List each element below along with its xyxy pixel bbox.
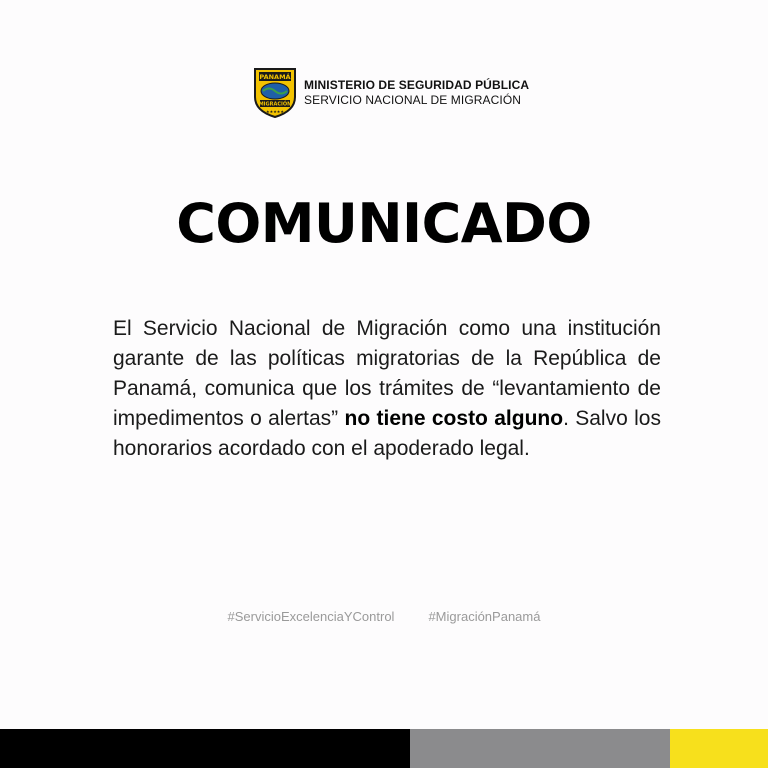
footer-bar-yellow xyxy=(670,729,768,768)
body-text-part1: El Servicio Nacional de Migración como una institución garante de las políticas migratorias de la República de Panamá, comunica que los trámites de “levantamiento de impedimentos o alertas” xyxy=(113,317,661,430)
body-emphasis: no tiene costo alguno xyxy=(344,407,564,430)
ministry-name: MINISTERIO DE SEGURIDAD PÚBLICA xyxy=(304,78,530,92)
hashtag-migration: #MigraciónPanamá xyxy=(428,609,541,624)
page-title: COMUNICADO xyxy=(176,192,592,255)
migration-crest-icon xyxy=(252,67,298,119)
svg-text:★★★★★: ★★★★★ xyxy=(266,109,284,114)
hashtag-service: #ServicioExcelenciaYControl xyxy=(227,609,395,624)
header-logo xyxy=(252,67,529,119)
organization-name xyxy=(304,78,529,108)
footer-bar-black xyxy=(0,729,410,768)
hashtags xyxy=(0,609,768,624)
service-name: SERVICIO NACIONAL DE MIGRACIÓN xyxy=(304,93,522,107)
crest-top-text: PANAMÁ xyxy=(259,73,291,81)
body-text-part2: . Salvo los honorarios acordado con el apoderado legal. xyxy=(113,407,661,460)
crest-bottom-text: MIGRACIÓN xyxy=(258,101,292,108)
footer-bar-gray xyxy=(410,729,670,768)
announcement-body xyxy=(113,314,661,464)
footer-color-bars xyxy=(0,729,768,768)
